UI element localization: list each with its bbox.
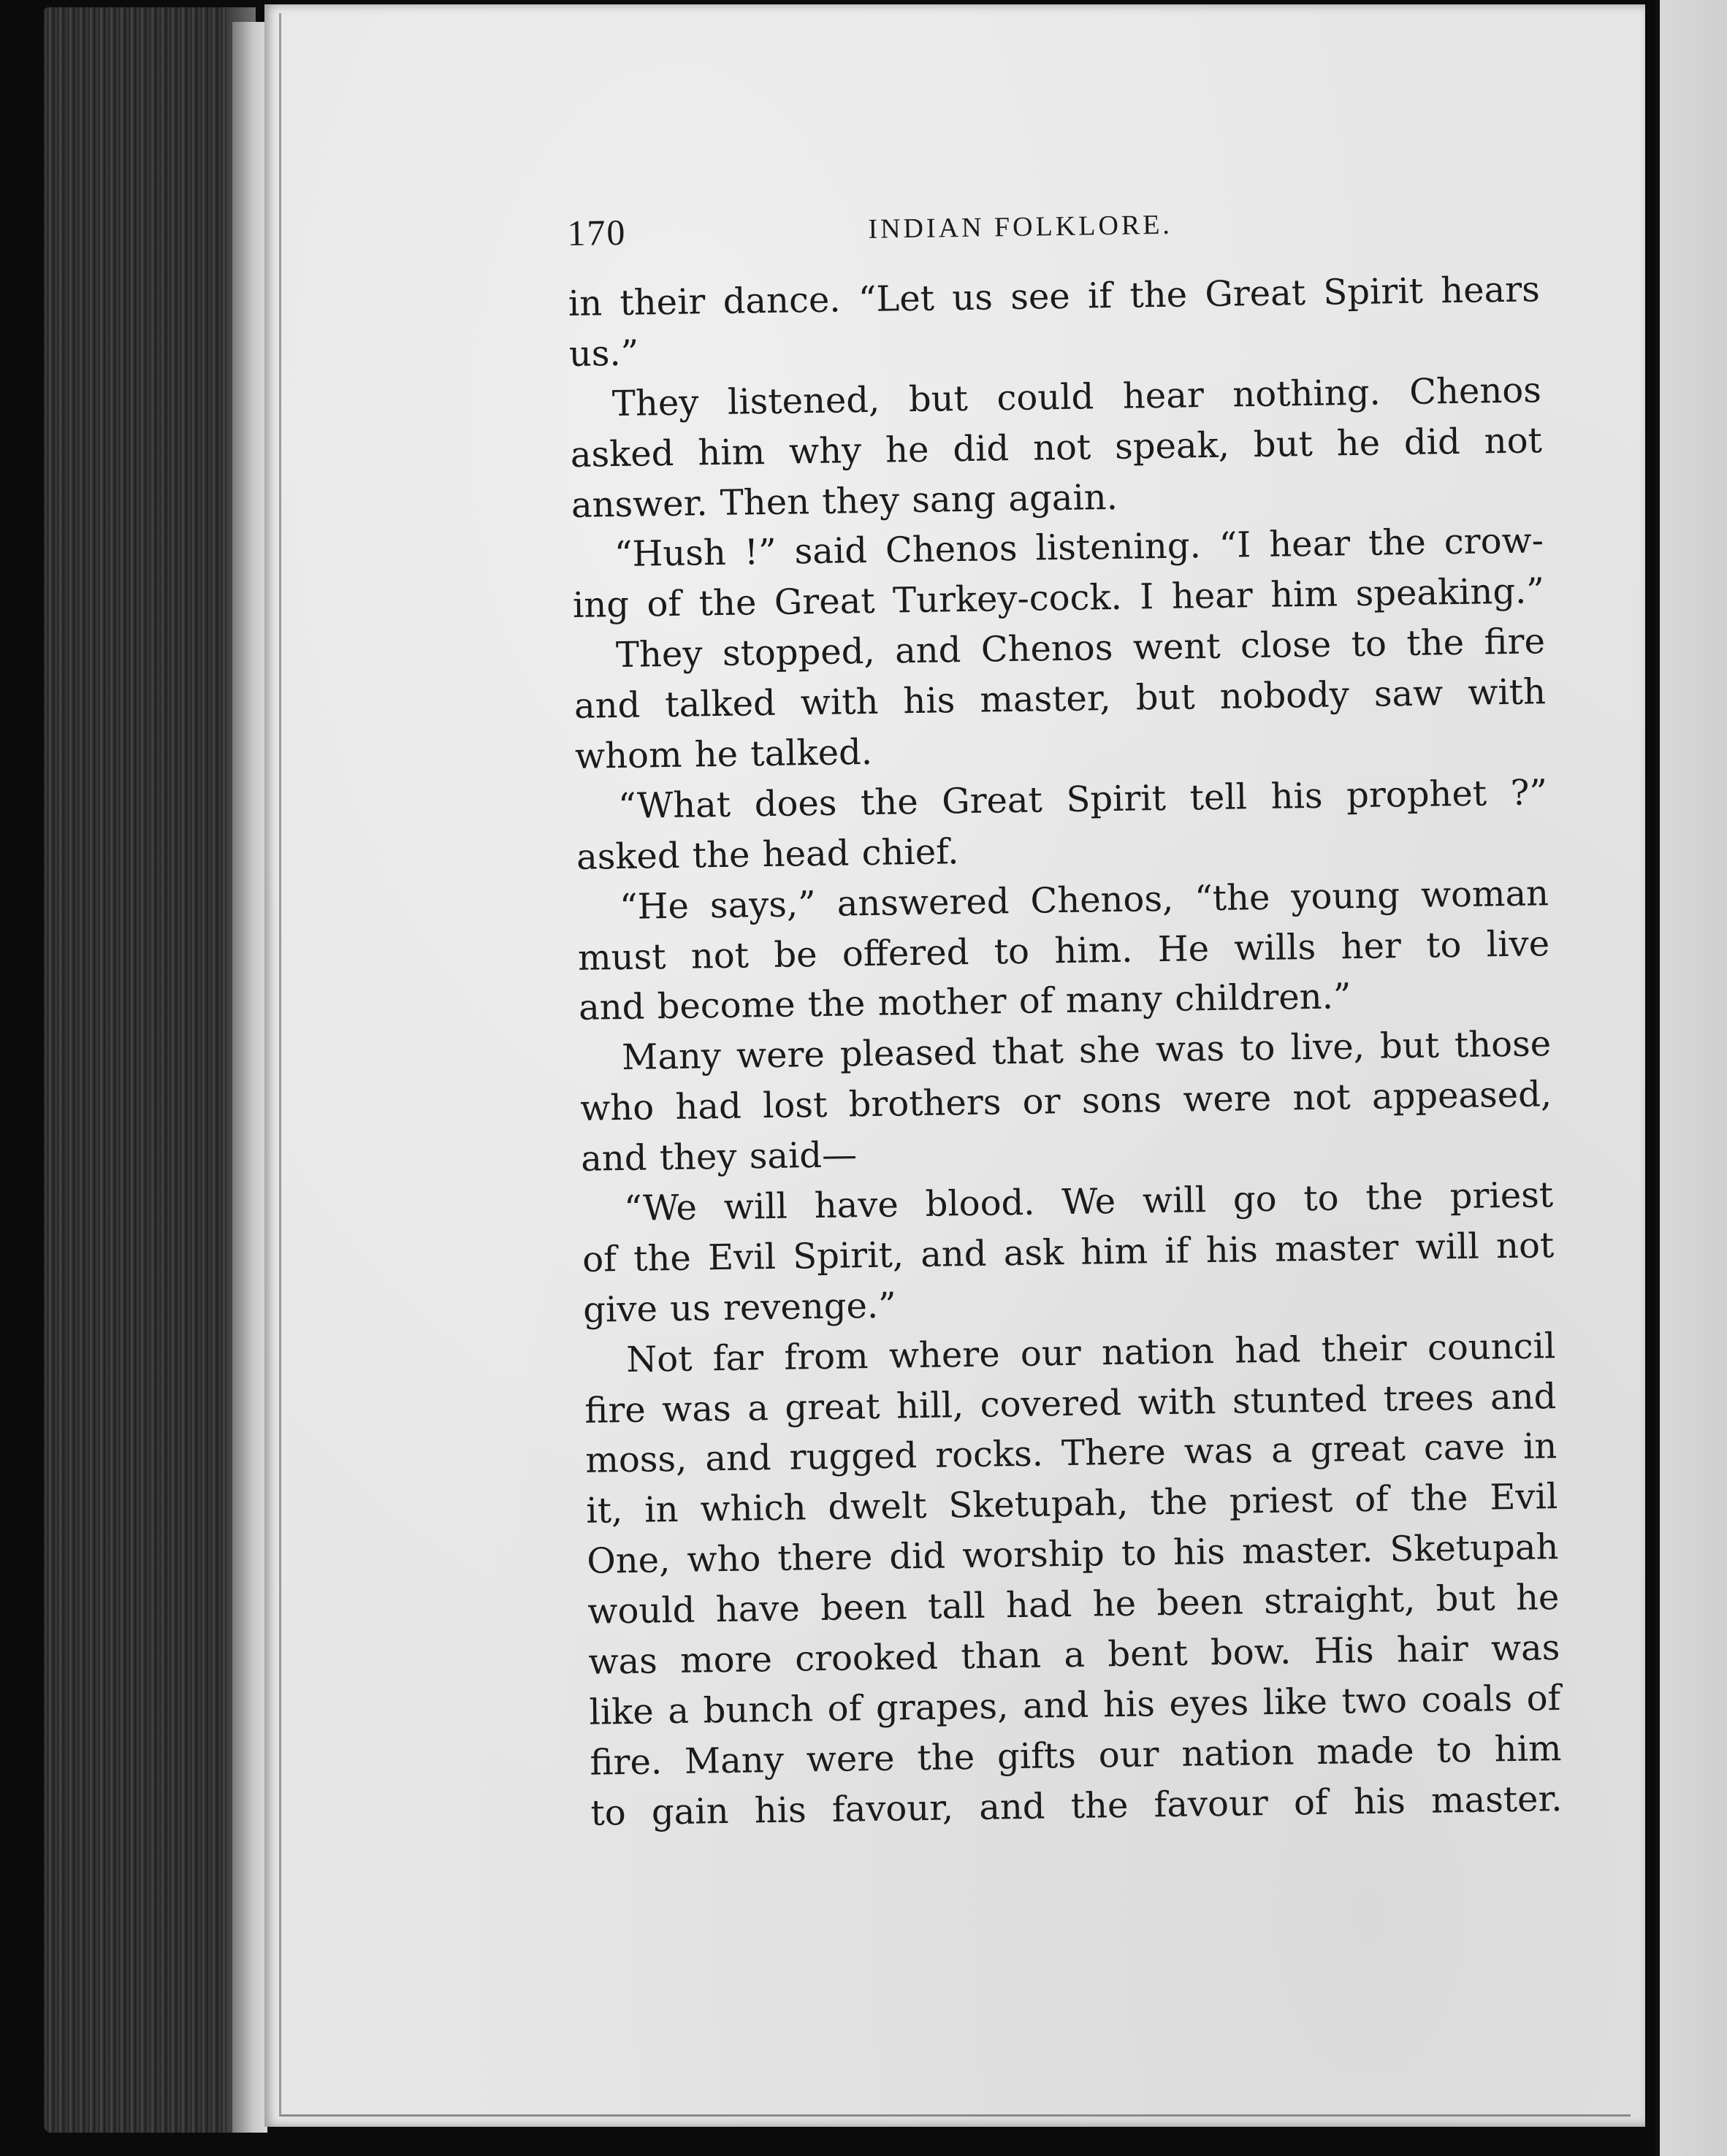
text-line: and become the mother of many children.” — [578, 976, 1352, 1029]
right-page-rule — [1655, 0, 1660, 2156]
text-line: to gain his favour, and the favour of his master. — [590, 1778, 1563, 1834]
page-number: 170 — [567, 211, 627, 253]
text-line: must not be offered to him. He wills her to live — [577, 922, 1550, 979]
text-block — [567, 197, 1563, 1838]
text-line: it, in which dwelt Sketupah, the priest of the Evil — [585, 1476, 1558, 1532]
text-line: “We will have blood. We will go to the priest — [623, 1174, 1554, 1230]
text-line: Many were pleased that she was to live, but those — [621, 1023, 1552, 1079]
adjacent-page-edge — [1655, 0, 1727, 2156]
text-line: would have been tall had he been straight, but he — [587, 1577, 1560, 1632]
text-line: asked the head chief. — [576, 830, 959, 878]
text-line: was more crooked than a bent bow. His hair was — [588, 1627, 1560, 1683]
text-line: of the Evil Spirit, and ask him if his master will not — [582, 1225, 1555, 1280]
text-line: asked him why he did not speak, but he did not — [570, 419, 1543, 475]
text-line: fire was a great hill, covered with stunted trees and — [584, 1375, 1557, 1431]
text-line: and they said— — [580, 1134, 858, 1180]
text-line: “Hush !” said Chenos listening. “I hear the crow- — [614, 520, 1544, 576]
text-line: like a bunch of grapes, and his eyes like two coals of — [589, 1677, 1561, 1733]
text-line: whom he talked. — [574, 731, 873, 777]
text-line: in their dance. “Let us see if the Great Spirit hears — [568, 269, 1541, 324]
text-line: They listened, but could hear nothing. Chenos — [611, 370, 1542, 424]
book-page-edges — [44, 7, 256, 2133]
text-line: moss, and rugged rocks. There was a great cave in — [584, 1426, 1558, 1482]
text-line: who had lost brothers or sons were not appeased, — [579, 1074, 1552, 1130]
text-line: answer. Then they sang again. — [571, 476, 1118, 526]
text-line: “He says,” answered Chenos, “the young woman — [619, 872, 1549, 928]
running-title: INDIAN FOLKLORE. — [868, 209, 1173, 245]
text-line: One, who there did worship to his master. Sketupah — [587, 1526, 1559, 1583]
text-line: give us revenge.” — [582, 1285, 897, 1331]
text-line: fire. Many were the gifts our nation made to him — [590, 1727, 1562, 1784]
text-line: Not far from where our nation had their council — [625, 1325, 1556, 1380]
book-gutter — [232, 22, 267, 2133]
text-line: They stopped, and Chenos went close to the fire — [615, 621, 1546, 676]
body-text — [568, 264, 1563, 1838]
text-line: and talked with his master, but nobody saw with — [573, 671, 1547, 727]
text-line: “What does the Great Spirit tell his prophet ?” — [617, 772, 1548, 827]
text-line: us.” — [568, 332, 639, 375]
text-line: ing of the Great Turkey-cock. I hear him speaking.” — [572, 570, 1545, 627]
